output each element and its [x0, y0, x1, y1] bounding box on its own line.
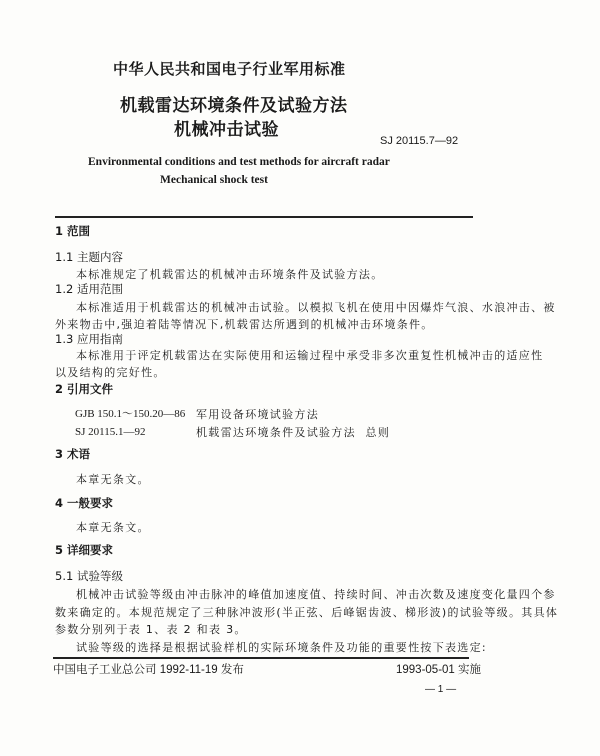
issue-date: 中国电子工业总公司 1992-11-19 发布 — [53, 664, 244, 676]
section-1-1-heading: 1.1 主题内容 — [55, 250, 123, 264]
english-title-line2: Mechanical shock test — [160, 174, 268, 186]
section-5-1-heading: 5.1 试验等级 — [55, 569, 123, 583]
section-1-heading: 1 范围 — [55, 224, 91, 238]
section-3-heading: 3 术语 — [55, 447, 91, 461]
paragraph-line: 外来物击中,强迫着陆等情况下,机载雷达所遇到的机械冲击环境条件。 — [55, 318, 434, 331]
effective-date: 1993-05-01 实施 — [396, 664, 482, 676]
paragraph-line: 本标准用于评定机载雷达在实际使用和运输过程中承受非多次重复性机械冲击的适应性 — [76, 349, 544, 362]
standard-code: SJ 20115.7—92 — [380, 135, 459, 147]
english-title-line1: Environmental conditions and test methods for aircraft radar — [88, 156, 390, 168]
reference-title: 机载雷达环境条件及试验方法 总则 — [196, 426, 391, 439]
issuer-standard: 中华人民共和国电子行业军用标准 — [113, 60, 346, 78]
title-line2: 机械冲击试验 — [174, 120, 279, 140]
paragraph-line: 本标准规定了机载雷达的机械冲击环境条件及试验方法。 — [76, 268, 384, 281]
paragraph-line: 本标准适用于机载雷达的机械冲击试验。以模拟飞机在使用中因爆炸气浪、水浪冲击、被 — [76, 301, 556, 314]
paragraph-line: 以及结构的完好性。 — [55, 366, 166, 379]
title-line1: 机载雷达环境条件及试验方法 — [120, 96, 348, 116]
page-number: — 1 — — [425, 684, 457, 695]
reference-title: 军用设备环境试验方法 — [196, 408, 319, 421]
paragraph-line: 试验等级的选择是根据试验样机的实际环境条件及功能的重要性按下表选定: — [76, 641, 487, 654]
paragraph-line: 数来确定的。本规范规定了三种脉冲波形(半正弦、后峰锯齿波、梯形波)的试验等级。其具体 — [55, 606, 559, 619]
paragraph-line: 本章无条文。 — [76, 473, 150, 486]
top-rule — [55, 216, 473, 218]
paragraph-line: 参数分别列于表 1、表 2 和表 3。 — [55, 623, 247, 636]
reference-code: GJB 150.1～150.20—86 — [75, 408, 186, 420]
section-1-2-heading: 1.2 适用范围 — [55, 282, 123, 296]
paragraph-line: 本章无条文。 — [76, 521, 150, 534]
paragraph-line: 机械冲击试验等级由冲击脉冲的峰值加速度值、持续时间、冲击次数及速度变化量四个参 — [76, 588, 556, 601]
reference-code: SJ 20115.1—92 — [75, 426, 146, 438]
section-5-heading: 5 详细要求 — [55, 543, 114, 557]
section-2-heading: 2 引用文件 — [55, 382, 114, 396]
bottom-rule — [53, 657, 469, 659]
section-4-heading: 4 一般要求 — [55, 496, 114, 510]
section-1-3-heading: 1.3 应用指南 — [55, 332, 123, 346]
